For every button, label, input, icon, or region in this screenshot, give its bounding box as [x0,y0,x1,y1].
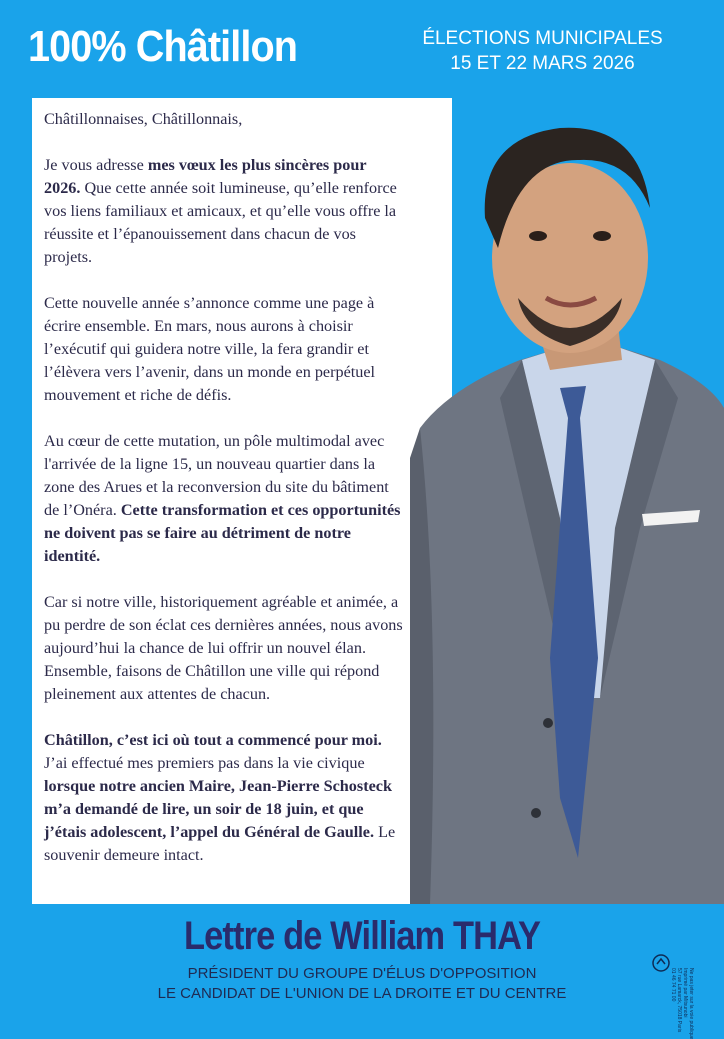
text-span: Je vous adresse [44,156,148,174]
author-roles [0,964,724,1004]
text-span: J’ai effectué mes premiers pas dans la vie civique [44,754,365,772]
letter-body [44,108,406,890]
bold-span: mes vœux les plus sincères pour 2026. [44,156,367,197]
letter-paragraph-2: Cette nouvelle année s’annonce comme une page à écrire ensemble. En mars, nous aurons à choisir l’exécutif qui guidera notre ville, la fera grandir et l’élèvera vers l’avenir, dans un monde en perpétuel mouvement et riche de défis. [44,294,376,404]
letter-panel [32,98,452,904]
letter-paragraph-5 [44,729,406,867]
letter-greeting: Châtillonnaises, Châtillonnais, [44,110,243,128]
legal-line: Imprimé par Mitsunobi [682,968,688,1018]
text-span: Au cœur de cette mutation, un pôle multimodal avec l'arrivée de la ligne 15, un nouveau quartier dans la zone des Arues et la reconversion du site du bâtiment de l’Onéra. [44,432,389,519]
bold-span: Cette transformation et ces opportunités ne doivent pas se faire au détriment de notre identité. [44,501,401,565]
brand-title: 100% Châtillon [28,22,298,71]
legal-line: Ne pas jeter sur la voie publique [688,968,694,1039]
election-dates: 15 ET 22 MARS 2026 [450,53,635,74]
letter-paragraph-3 [44,430,406,568]
author-role-2: LE CANDIDAT DE L'UNION DE LA DROITE ET DU CENTRE [157,985,567,1002]
author-role-1: PRÉSIDENT DU GROUPE D'ÉLUS D'OPPOSITION [187,965,537,982]
letter-paragraph-1 [44,154,406,269]
election-info [390,26,695,76]
text-span: Que cette année soit lumineuse, qu’elle renforce vos liens familiaux et amicaux, et qu’elle vous offre la réussite et l’épanouissement dans chacun de vos projets. [44,179,397,266]
legal-line: 01 46 74 71 00 [670,968,676,1002]
legal-line: 57 rue Lamarck, 75018 Paris [676,968,682,1033]
legal-mentions [670,968,694,1038]
candidate-portrait [410,98,724,904]
footer-band [0,904,724,1024]
bold-span: Châtillon, c’est ici où tout a commencé pour moi. [44,731,382,749]
text-span: Le souvenir demeure intact. [44,823,396,864]
bold-span: lorsque notre ancien Maire, Jean-Pierre Schosteck m’a demandé de lire, un soir de 18 juin, et que j’étais adolescent, l’appel du Général de Gaulle. [44,777,392,841]
election-title: ÉLECTIONS MUNICIPALES [422,28,663,49]
recycle-icon [652,954,670,972]
letter-author-title: Lettre de William THAY [183,914,541,958]
letter-paragraph-4: Car si notre ville, historiquement agréable et animée, a pu perdre de son éclat ces dernières années, nous avons aujourd’hui la chance de lui offrir un nouvel élan. Ensemble, faisons de Châtillon une ville qui répond pleinement aux attentes de chacun. [44,593,403,703]
